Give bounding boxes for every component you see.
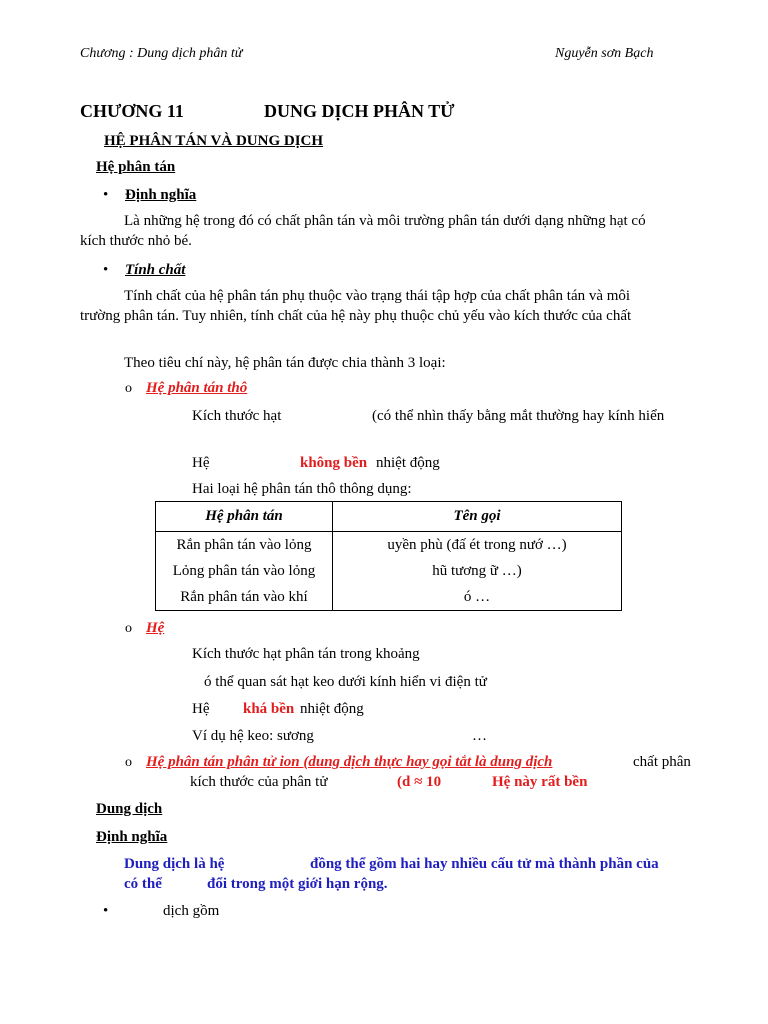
dinh-nghia-line1: Là những hệ trong đó có chất phân tán và môi trường phân tán dưới dạng những hạt có	[124, 213, 646, 229]
keo-vi-du: Ví dụ hệ keo: sương	[192, 728, 314, 744]
table-row	[156, 558, 622, 584]
def-line2-a: có thể	[124, 876, 162, 892]
last-bullet-text: dịch gồm	[163, 903, 220, 919]
bullet-icon: •	[103, 262, 109, 278]
chapter-title: DUNG DỊCH PHÂN TỬ	[264, 101, 455, 121]
table-cell: hũ tương ữ …)	[333, 558, 622, 584]
table-header-row	[156, 502, 622, 532]
keo-line1: Kích thước hạt phân tán trong khoảng	[192, 646, 420, 662]
dung-dich-label: Dung dịch	[96, 801, 163, 817]
header-left: Chương : Dung dịch phân tử	[80, 46, 243, 61]
tinh-chat-label: Tính chất	[125, 262, 186, 278]
tho-hai-loai: Hai loại hệ phân tán thô thông dụng:	[192, 481, 412, 497]
tho-khong-ben: không bền	[300, 455, 368, 471]
keo-title: Hệ	[146, 620, 165, 636]
keo-nhiet-dong: nhiệt động	[300, 701, 364, 717]
dinh-nghia-line2: kích thước nhỏ bé.	[80, 233, 192, 249]
theo-tieu-chi: Theo tiêu chí này, hệ phân tán được chia thành 3 loại:	[124, 355, 446, 371]
keo-vi-du-end: …	[472, 728, 487, 744]
subsection-he-phan-tan: Hệ phân tán	[96, 159, 176, 175]
table-row	[156, 584, 622, 611]
def-line1-a: Dung dịch là hệ	[124, 856, 225, 872]
header-right: Nguyễn sơn Bạch	[555, 46, 654, 61]
table-cell: Lỏng phân tán vào lỏng	[156, 558, 333, 584]
phan-tu-chat-phan: chất phân	[633, 754, 691, 770]
table-cell: Rắn phân tán vào khí	[156, 584, 333, 611]
tinh-chat-line2: trường phân tán. Tuy nhiên, tính chất của hệ này phụ thuộc chủ yếu vào kích thước của chất	[80, 308, 632, 324]
dinh-nghia-label: Định nghĩa	[125, 187, 197, 203]
section-title: HỆ PHÂN TÁN VÀ DUNG DỊCH	[104, 133, 324, 149]
circle-bullet-icon: o	[125, 621, 132, 636]
table-cell: ó …	[333, 584, 622, 611]
def-line1-b: đồng thể gồm hai hay nhiều cấu tử mà thành phần của	[310, 856, 659, 872]
tinh-chat-line1: Tính chất của hệ phân tán phụ thuộc vào trạng thái tập hợp của chất phân tán và môi	[124, 288, 631, 304]
keo-he: Hệ	[192, 701, 210, 717]
table-cell: uyền phù (đấ ét trong nướ …)	[333, 532, 622, 559]
coarse-dispersion-table	[155, 501, 622, 611]
phan-tu-title: Hệ phân tán phân tử ion (dung dịch thực hay gọi tắt là dung dịch	[146, 754, 553, 770]
chapter-number: CHƯƠNG 11	[80, 101, 184, 121]
tho-title: Hệ phân tán thô	[146, 380, 248, 396]
table-header-cell: Hệ phân tán	[156, 502, 333, 532]
phan-tu-d-value: (d ≈ 10	[397, 774, 442, 790]
bullet-icon: •	[103, 903, 109, 919]
table-cell: Rắn phân tán vào lỏng	[156, 532, 333, 559]
phan-tu-ben: Hệ này rất bền	[492, 774, 588, 790]
keo-line2: ó thể quan sát hạt keo dưới kính hiển vi điện tử	[204, 674, 487, 690]
table-row	[156, 532, 622, 559]
circle-bullet-icon: o	[125, 381, 132, 396]
tho-kich-thuoc: Kích thước hạt	[192, 408, 282, 424]
def-line2-b: đổi trong một giới hạn rộng.	[207, 876, 388, 892]
dinh-nghia2-label: Định nghĩa	[96, 829, 168, 845]
bullet-icon: •	[103, 187, 109, 203]
tho-kich-thuoc-note: (có thể nhìn thấy bằng mắt thường hay kính hiển	[372, 408, 665, 424]
tho-nhiet-dong: nhiệt động	[376, 455, 440, 471]
table-header-cell: Tên gọi	[333, 502, 622, 532]
keo-kha-ben: khá bền	[243, 701, 295, 717]
phan-tu-kich-thuoc: kích thước của phân tử	[190, 774, 328, 790]
circle-bullet-icon: o	[125, 755, 132, 770]
tho-he: Hệ	[192, 455, 210, 471]
